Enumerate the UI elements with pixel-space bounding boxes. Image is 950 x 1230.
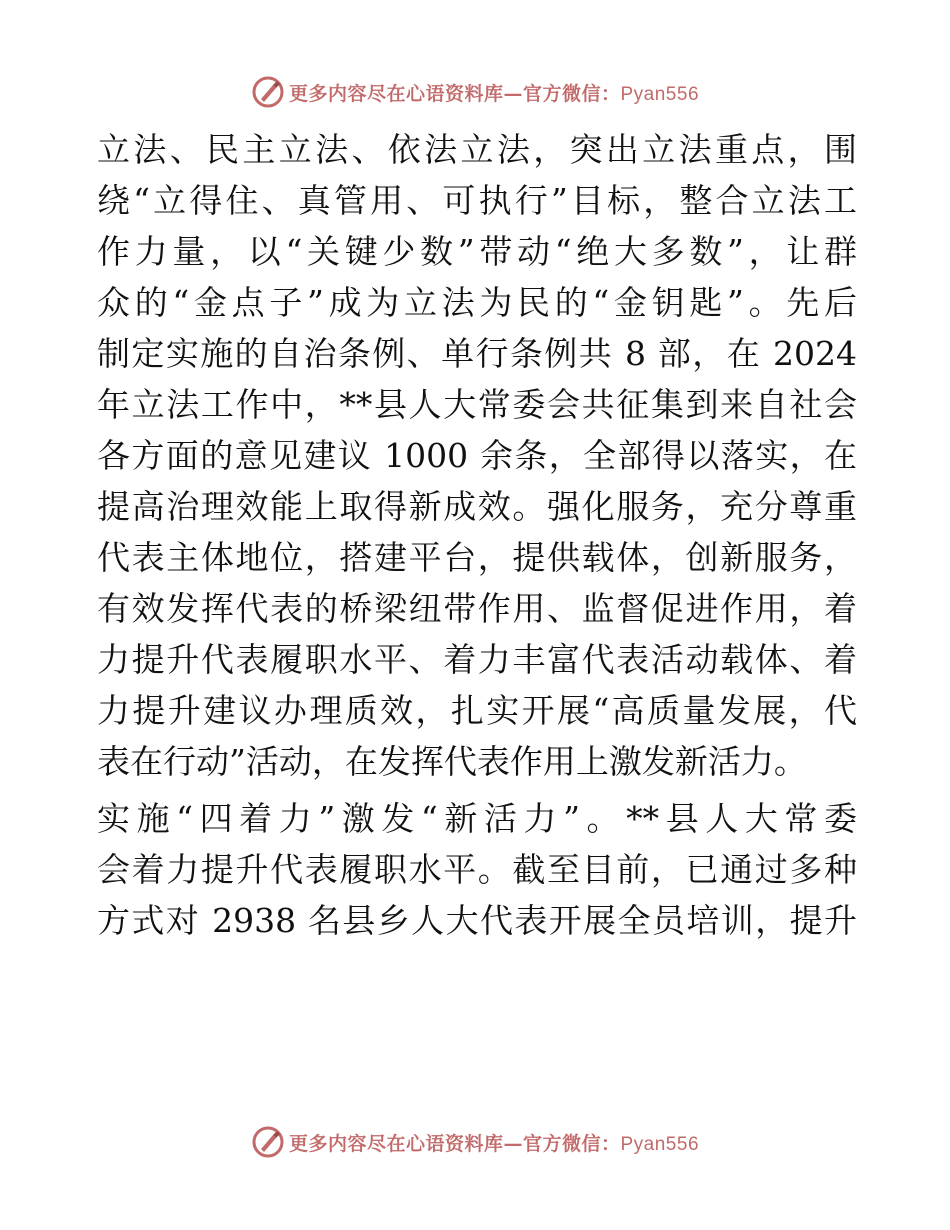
text-line: 绕“立得住、真管用、可执行”目标，整合立法工 (97, 181, 857, 220)
text-line: 表在行动”活动，在发挥代表作用上激发新活力。 (97, 742, 807, 781)
header-watermark (0, 72, 950, 112)
text-line: 会着力提升代表履职水平。截至目前，已通过多种 (97, 850, 857, 889)
pen-nib-logo-icon (251, 1125, 285, 1159)
text-line: 代表主体地位，搭建平台，提供载体，创新服务， (97, 538, 857, 577)
text-line: 年立法工作中，**县人大常委会共征集到来自社会 (97, 385, 857, 424)
footer-watermark (0, 1122, 950, 1162)
paragraph-1 (97, 124, 857, 787)
pen-nib-logo-icon (251, 75, 285, 109)
text-line: 有效发挥代表的桥梁纽带作用、监督促进作用，着 (97, 589, 857, 628)
text-line: 制定实施的自治条例、单行条例共 8 部，在 2024 (97, 334, 857, 373)
text-line: 力提升建议办理质效，扎实开展“高质量发展，代 (97, 691, 857, 730)
text-line: 立法、民主立法、依法立法，突出立法重点，围 (97, 130, 857, 169)
watermark-text: 更多内容尽在心语资料库—官方微信：Pyan556 (288, 1132, 700, 1155)
text-line: 提高治理效能上取得新成效。强化服务，充分尊重 (97, 487, 857, 526)
text-line: 实施“四着力”激发“新活力”。**县人大常委 (97, 799, 857, 838)
text-line: 方式对 2938 名县乡人大代表开展全员培训，提升 (97, 901, 857, 940)
text-line: 众的“金点子”成为立法为民的“金钥匙”。先后 (97, 283, 857, 322)
paragraph-2 (97, 793, 857, 946)
text-line: 力提升代表履职水平、着力丰富代表活动载体、着 (97, 640, 857, 679)
watermark-text: 更多内容尽在心语资料库—官方微信：Pyan556 (288, 82, 700, 105)
text-line: 作力量，以“关键少数”带动“绝大多数”，让群 (97, 232, 857, 271)
document-body (97, 124, 857, 946)
text-line: 各方面的意见建议 1000 余条，全部得以落实，在 (97, 436, 857, 475)
